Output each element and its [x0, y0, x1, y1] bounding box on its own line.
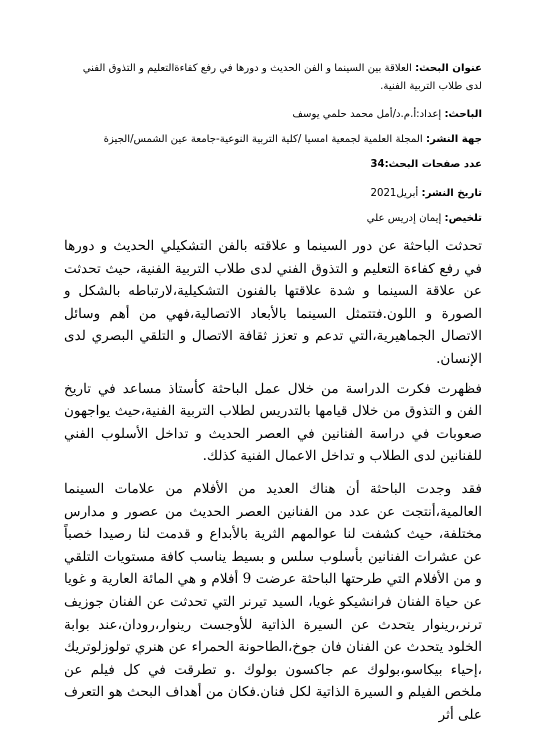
title-label: عنوان البحث:: [415, 63, 482, 74]
meta-researcher: [64, 106, 482, 124]
meta-date: [64, 185, 482, 203]
pages-label: عدد صفحات البحث:: [384, 159, 482, 170]
publisher-label: جهة النشر:: [425, 134, 482, 145]
meta-title: [64, 60, 482, 96]
body-paragraph-2: فظهرت فكرت الدراسة من خلال عمل الباحثة كأستاذ مساعد في تاريخ الفن و التذوق من خلال قيامها بالتدريس لطلاب التربية الفنية،حيث يواجهون صعوبات في دراسة الفنانين في العصر الحديث و تداخل الأسلوب الفني للفنانين لدى الطلاب و تداخل الاعمال الفنية كذلك.: [64, 380, 482, 465]
body-paragraph-1: تحدثت الباحثة عن دور السينما و علاقته بالفن التشكيلي الحديث و دورها في رفع كفاءة التعليم و التذوق الفني لدى طلاب التربية الفنية، حيث تحدثت عن علاقة السينما و شدة علاقتها بالفنون التشكيلية،لارتباطه بالشكل و الصورة و اللون.فتتمثل السينما بالأبعاد الاتصالية،فهي من أهم وسائل الاتصال الجماهيرية،التي تدعم و تعزز ثقافة الاتصال و التلقي البصري لدى الإنسان.: [64, 238, 482, 367]
date-value: أبريل2021: [370, 188, 419, 199]
body-paragraph-3: فقد وجدت الباحثة أن هناك العديد من الأفلام من علامات السينما العالمية،أنتجت عن عدد من الفنانين العصر الحديث من عصور و مدارس مختلفة، حيث كشفت لنا عوالمهم الثرية بالأبداع و قدمت لنا رصيدا خصباً عن عشرات الفنانين بأسلوب سلس و بسيط يناسب كافة مستويات التلقي و من الأفلام التي طرحتها الباحثة عرضت 9 أفلام و هي المائة العارية و غويا عن حياة الفنان فرانشيكو غويا، السيد تيرنر التي تحدثت عن الفنان جوزيف ترنر،رينوار يتحدث عن السيرة الذاتية للأوجست رينوار،رودان،عند بوابة الخلود يتحدث عن الفنان فان جوخ،الطاحونة الحمراء عن هنري تولوزلوتريك ،إحياء بيكاسو،بولوك عم جاكسون بولوك .و تطرقت في كل فيلم عن ملخص الفيلم و السيرة الذاتية لكل فنان.فكان من أهداف البحث هو التعرف على أثر: [64, 480, 482, 723]
pages-value: 34: [370, 159, 385, 170]
meta-pages: [64, 156, 482, 174]
researcher-label: الباحث:: [444, 109, 482, 120]
publisher-value: المجلة العلمية لجمعية امسيا /كلية التربية النوعية-جامعة عين الشمس/الجيزة: [103, 134, 423, 145]
summary-label: تلخيص:: [444, 213, 482, 224]
meta-publisher: [64, 131, 482, 149]
meta-summary: [64, 210, 482, 228]
date-label: تاريخ النشر:: [421, 188, 482, 199]
summary-value: إيمان إدريس علي: [366, 213, 442, 224]
researcher-value: إعداد:أ.م.د/أمل محمد حلمي يوسف: [292, 109, 442, 120]
title-value: العلاقة بين السينما و الفن الحديث و دورها في رفع كفاءةالتعليم و التذوق الفني لدى طلاب التربية الفنية.: [82, 63, 482, 92]
document-page: [64, 60, 482, 733]
